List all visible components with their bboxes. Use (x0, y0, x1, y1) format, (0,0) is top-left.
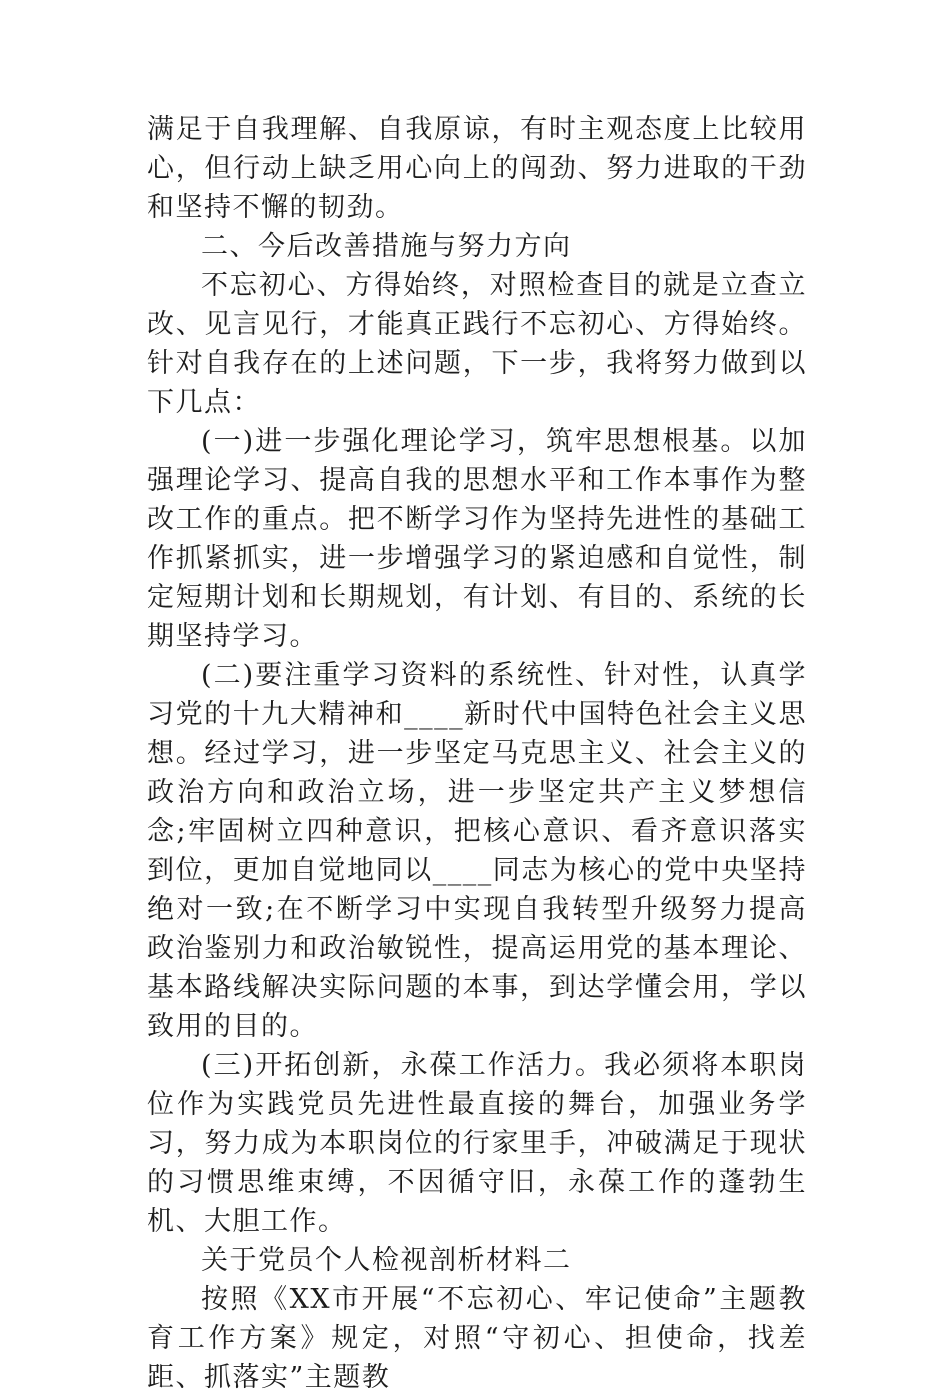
paragraph-point-1: (一)进一步强化理论学习，筑牢思想根基。以加强理论学习、提高自我的思想水平和工作本事作为整改工作的重点。把不断学习作为坚持先进性的基础工作抓紧抓实，进一步增强学习的紧迫感和自觉性，制定短期计划和长期规划，有计划、有目的、系统的长期坚持学习。 (147, 426, 807, 652)
paragraph-point-3: (三)开拓创新，永葆工作活力。我必须将本职岗位作为实践党员先进性最直接的舞台，加强业务学习，努力成为本职岗位的行家里手，冲破满足于现状的习惯思维束缚，不因循守旧，永葆工作的蓬勃生机、大胆工作。 (147, 1050, 807, 1237)
document-body (147, 110, 807, 1397)
paragraph-continuation: 满足于自我理解、自我原谅，有时主观态度上比较用心，但行动上缺乏用心向上的闯劲、努力进取的干劲和坚持不懈的韧劲。 (147, 114, 807, 223)
paragraph-material-two-start: 按照《XX市开展“不忘初心、牢记使命”主题教育工作方案》规定，对照“守初心、担使命，找差距、抓落实”主题教 (147, 1284, 807, 1393)
section-title-material-two: 关于党员个人检视剖析材料二 (201, 1245, 572, 1276)
section-heading-improvement-measures: 二、今后改善措施与努力方向 (201, 231, 572, 262)
paragraph-point-2: (二)要注重学习资料的系统性、针对性，认真学习党的十九大精神和____新时代中国特色社会主义思想。经过学习，进一步坚定马克思主义、社会主义的政治方向和政治立场，进一步坚定共产主义梦想信念;牢固树立四种意识，把核心意识、看齐意识落实到位，更加自觉地同以____同志为核心的党中央坚持绝对一致;在不断学习中实现自我转型升级努力提高政治鉴别力和政治敏锐性，提高运用党的基本理论、基本路线解决实际问题的本事，到达学懂会用，学以致用的目的。 (147, 660, 807, 1042)
paragraph-intro: 不忘初心、方得始终，对照检查目的就是立查立改、见言见行，才能真正践行不忘初心、方得始终。针对自我存在的上述问题，下一步，我将努力做到以下几点： (147, 270, 807, 418)
